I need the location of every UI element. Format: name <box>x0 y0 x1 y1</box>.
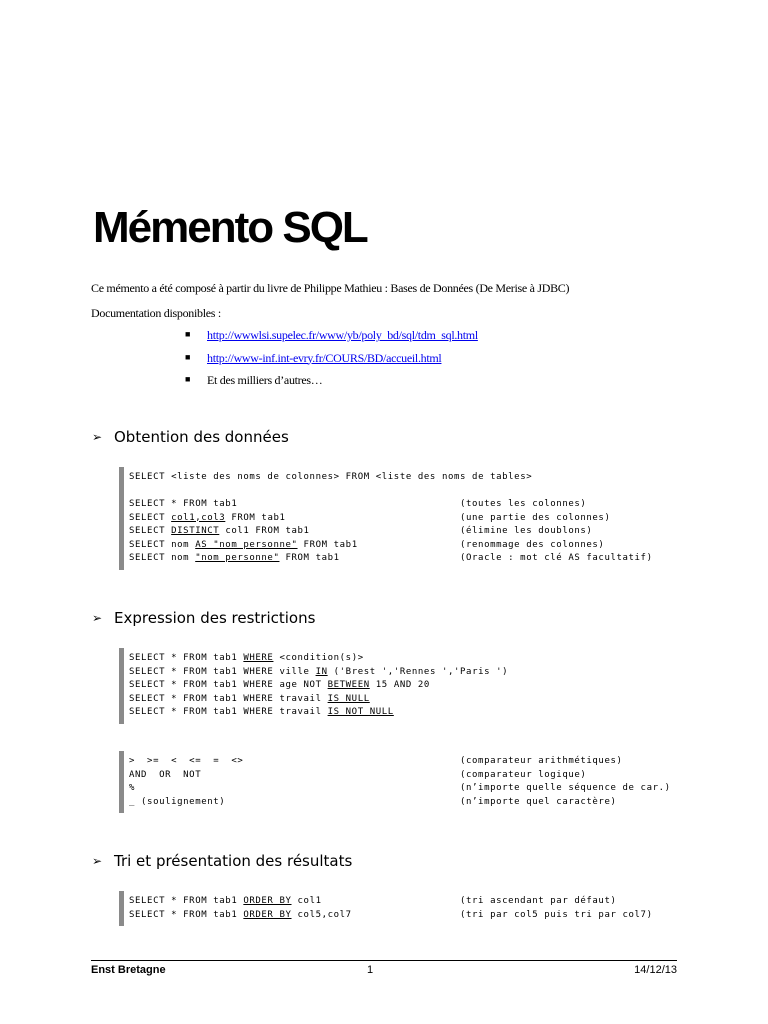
code-text <box>129 666 508 680</box>
code-keyword: ORDER BY <box>243 909 292 920</box>
code-comment: (n’importe quel caractère) <box>460 796 617 807</box>
section-heading <box>92 851 352 871</box>
code-fragment: 15 AND 20 <box>369 680 430 690</box>
code-line <box>129 909 653 923</box>
code-keyword: ORDER BY <box>243 896 292 906</box>
arrow-bullet-icon: ➢ <box>92 430 103 444</box>
bullet-icon: ■ <box>185 374 191 384</box>
code-fragment: SELECT * FROM tab1 WHERE travail <box>129 707 328 717</box>
code-keyword: IS NULL <box>327 693 370 704</box>
code-text <box>129 512 286 526</box>
code-text <box>129 679 430 693</box>
code-keyword: WHERE <box>243 653 274 663</box>
code-text <box>129 652 364 666</box>
code-line <box>129 498 587 512</box>
code-text <box>129 693 370 707</box>
code-comment: (Oracle : mot clé AS facultatif) <box>460 553 653 563</box>
list-item <box>185 327 478 350</box>
code-comment: (tri ascendant par défaut) <box>460 896 617 906</box>
code-keyword: IS NOT NULL <box>327 707 394 717</box>
documentation-list <box>185 327 478 395</box>
page-footer <box>91 960 677 981</box>
code-fragment: SELECT * FROM tab1 <box>129 896 244 906</box>
code-line <box>129 782 671 796</box>
code-keyword: DISTINCT <box>171 526 220 536</box>
list-item <box>185 350 478 373</box>
code-text <box>129 525 310 539</box>
code-comment: (n’importe quelle séquence de car.) <box>460 783 671 793</box>
code-fragment: FROM tab1 <box>279 553 340 563</box>
code-keyword: col1,col3 <box>171 512 226 523</box>
code-line <box>129 693 508 707</box>
code-line <box>129 525 593 539</box>
section-heading <box>92 608 315 628</box>
code-line <box>129 769 587 783</box>
code-comment: (comparateur arithmétiques) <box>460 756 623 766</box>
code-fragment: SELECT * FROM tab1 <box>129 653 244 663</box>
code-spacer <box>129 485 532 499</box>
code-line <box>129 895 617 909</box>
code-block <box>119 751 671 813</box>
code-text: SELECT * FROM tab1 <box>129 499 238 509</box>
code-comment: (toutes les colonnes) <box>460 499 587 509</box>
doc-link-supelec[interactable]: http://wwwlsi.supelec.fr/www/yb/poly_bd/sql/tdm_sql.html <box>207 328 478 342</box>
code-text: _ (soulignement) <box>129 796 226 807</box>
code-text <box>129 552 340 566</box>
code-text <box>129 895 322 909</box>
document-title: Mémento SQL <box>93 203 367 252</box>
code-block <box>119 648 508 724</box>
code-keyword: IN <box>315 666 328 677</box>
code-keyword: AS "nom personne" <box>195 539 298 550</box>
code-text: AND OR NOT <box>129 769 202 780</box>
code-text: SELECT <liste des noms de colonnes> FROM <liste des noms de tables> <box>129 472 533 482</box>
other-docs-text: Et des milliers d’autres… <box>207 373 323 387</box>
code-fragment: col5,col7 <box>291 909 352 920</box>
code-line <box>129 666 508 680</box>
bullet-icon: ■ <box>185 351 191 362</box>
code-text <box>129 909 352 923</box>
code-line <box>129 552 653 566</box>
bullet-icon: ■ <box>185 329 191 339</box>
code-fragment: <condition(s)> <box>273 653 364 663</box>
code-line <box>129 539 605 553</box>
code-text <box>129 706 394 720</box>
code-line <box>129 706 508 720</box>
code-keyword: BETWEEN <box>327 680 370 690</box>
code-line <box>129 652 508 666</box>
code-comment: (tri par col5 puis tri par col7) <box>460 909 653 920</box>
section-title: Obtention des données <box>114 428 289 446</box>
code-text: > >= < <= = <> <box>129 756 244 766</box>
code-fragment: ('Brest ','Rennes ','Paris ') <box>327 666 509 677</box>
code-fragment: SELECT * FROM tab1 <box>129 909 244 920</box>
footer-date: 14/12/13 <box>634 964 677 976</box>
code-fragment: FROM tab1 <box>297 539 358 550</box>
code-comment: (une partie des colonnes) <box>460 512 611 523</box>
list-item <box>185 372 478 395</box>
code-line <box>129 471 532 485</box>
section-title: Expression des restrictions <box>114 609 316 627</box>
footer-page-number: 1 <box>367 964 374 976</box>
code-line <box>129 755 623 769</box>
code-text <box>129 539 358 553</box>
code-fragment: col1 <box>291 896 322 906</box>
footer-institution: Enst Bretagne <box>91 964 166 976</box>
arrow-bullet-icon: ➢ <box>92 611 103 625</box>
code-keyword: "nom personne" <box>195 553 280 563</box>
code-fragment: SELECT * FROM tab1 WHERE ville <box>129 666 316 677</box>
code-comment: (comparateur logique) <box>460 769 587 780</box>
code-fragment: SELECT <box>129 526 172 536</box>
code-fragment: SELECT * FROM tab1 WHERE age NOT <box>129 680 328 690</box>
code-fragment: SELECT nom <box>129 553 196 563</box>
doc-link-int-evry[interactable]: http://www-inf.int-evry.fr/COURS/BD/accueil.html <box>207 350 442 365</box>
documentation-label: Documentation disponibles : <box>91 306 221 320</box>
code-comment: (élimine les doublons) <box>460 526 593 536</box>
arrow-bullet-icon: ➢ <box>92 854 103 868</box>
code-fragment: SELECT * FROM tab1 WHERE travail <box>129 693 328 704</box>
intro-text: Ce mémento a été composé à partir du livre de Philippe Mathieu : Bases de Données (De Merise à JDBC) <box>91 281 570 295</box>
code-fragment: SELECT nom <box>129 539 196 550</box>
code-line <box>129 679 508 693</box>
section-title: Tri et présentation des résultats <box>114 852 353 870</box>
code-fragment: SELECT <box>129 512 172 523</box>
code-block <box>119 891 653 926</box>
code-block <box>119 467 653 570</box>
code-text: % <box>129 783 136 793</box>
code-comment: (renommage des colonnes) <box>460 539 605 550</box>
code-fragment: FROM tab1 <box>225 512 286 523</box>
code-line <box>129 512 611 526</box>
section-heading <box>92 427 289 447</box>
code-fragment: col1 FROM tab1 <box>219 526 310 536</box>
code-line <box>129 796 617 810</box>
